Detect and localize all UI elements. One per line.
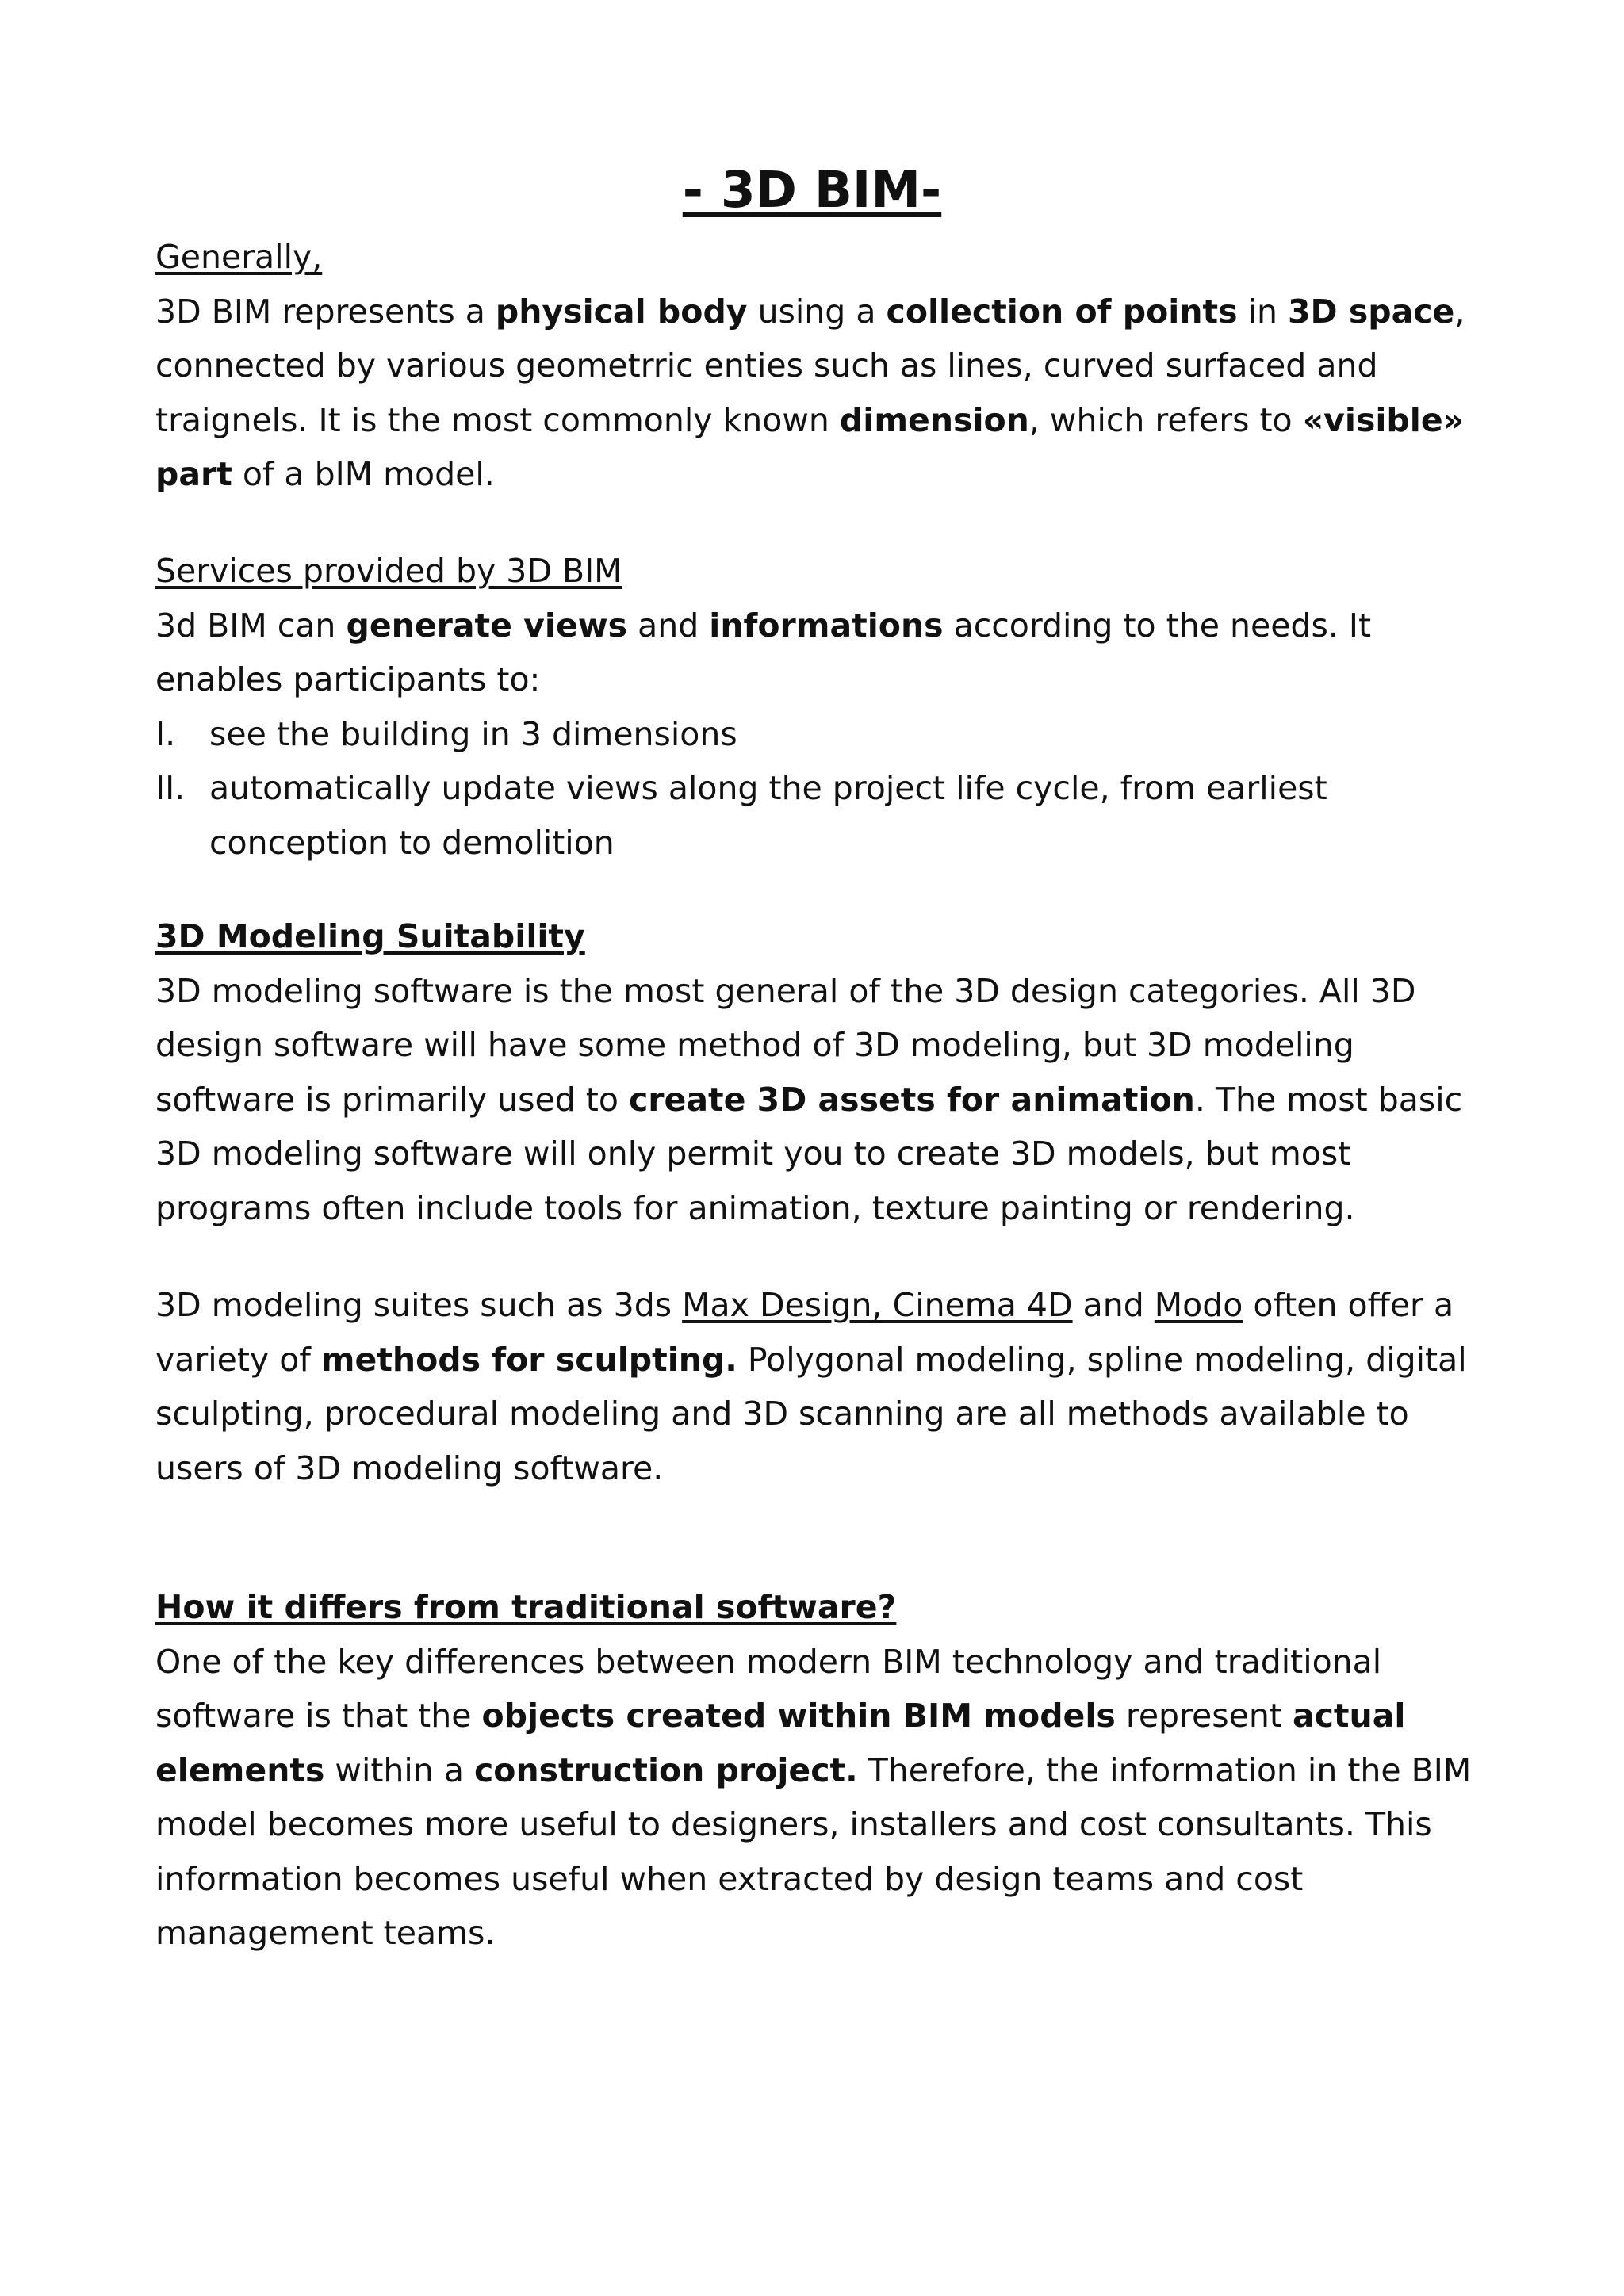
services-list	[155, 707, 1488, 871]
bold-text: methods for sculpting.	[320, 1340, 737, 1379]
list-item	[155, 707, 1488, 762]
section-services	[155, 544, 1488, 870]
text-run: of a bIM model.	[232, 455, 495, 493]
text-run: in	[1237, 292, 1288, 331]
list-item-number: II.	[155, 769, 186, 807]
section-suites	[155, 1278, 1488, 1495]
list-item-number: I.	[155, 714, 176, 753]
text-run: represent	[1115, 1697, 1293, 1735]
text-run: 3D modeling suites such as 3ds	[155, 1286, 683, 1324]
bold-text: collection of points	[886, 292, 1238, 331]
bold-text: «visible» part	[155, 400, 1465, 493]
bold-text: objects created within BIM models	[481, 1697, 1116, 1735]
bold-text: dimension	[839, 400, 1029, 439]
text-run: using a	[747, 292, 887, 331]
paragraph-suitability	[155, 964, 1488, 1236]
section-differs	[155, 1580, 1488, 1961]
text-run: 3D BIM represents a	[155, 292, 496, 331]
text-run: 3d BIM can	[155, 606, 347, 645]
section-heading-services: Services provided by 3D BIM	[155, 552, 622, 590]
bold-text: physical body	[495, 292, 748, 331]
bold-text: create 3D assets for animation	[628, 1080, 1195, 1119]
section-heading-suitability: 3D Modeling Suitability	[155, 917, 585, 955]
text-run: Therefore, the information in the BIM model becomes more useful to designers, installers and cost consultants. This information becomes useful when extracted by design teams and cost management teams.	[155, 1751, 1472, 1952]
bold-text: informations	[709, 606, 944, 645]
section-heading-differs: How it differs from traditional software?	[155, 1588, 897, 1626]
bold-text: 3D space	[1287, 292, 1455, 331]
page-title: - 3D BIM-	[682, 161, 942, 219]
list-item-text: see the building in 3 dimensions	[209, 714, 737, 753]
paragraph-differs	[155, 1635, 1488, 1961]
text-run: 3D modeling software is the most general of the 3D design categories. All 3D design software will have some method of 3D modeling, but 3D modeling software is primarily used to	[155, 971, 1416, 1119]
text-run: Polygonal modeling, spline modeling, digital sculpting, procedural modeling and 3D scanning are all methods available to users of 3D modeling software.	[155, 1340, 1467, 1487]
text-run: often offer a variety of	[155, 1286, 1454, 1379]
list-item-text: automatically update views along the project life cycle, from earliest conception to demolition	[209, 769, 1327, 862]
bold-text: construction project.	[473, 1751, 858, 1789]
underlined-text: Modo	[1154, 1286, 1243, 1324]
list-item	[155, 761, 1488, 870]
text-run: and	[627, 606, 710, 645]
bold-text: actual elements	[155, 1697, 1406, 1789]
text-run: One of the key differences between modern BIM technology and traditional software is that the	[155, 1642, 1382, 1735]
text-run: , connected by various geometrric enties such as lines, curved surfaced and traignels. It is the most commonly known	[155, 292, 1465, 439]
text-run: according to the needs. It enables participants to:	[155, 606, 1372, 698]
underlined-text: Max Design, Cinema 4D	[682, 1286, 1073, 1324]
text-run: . The most basic 3D modeling software will only permit you to create 3D models, but most programs often include tools for animation, texture painting or rendering.	[155, 1080, 1463, 1227]
paragraph-suites	[155, 1278, 1488, 1495]
section-heading-general: Generally,	[155, 238, 323, 276]
paragraph-general	[155, 285, 1488, 502]
paragraph-services	[155, 599, 1488, 707]
bold-text: generate views	[346, 606, 628, 645]
section-general	[155, 230, 1488, 502]
text-run: , which refers to	[1028, 400, 1303, 439]
section-suitability	[155, 909, 1488, 1235]
text-run: within a	[324, 1751, 474, 1789]
text-run: and	[1072, 1286, 1155, 1324]
